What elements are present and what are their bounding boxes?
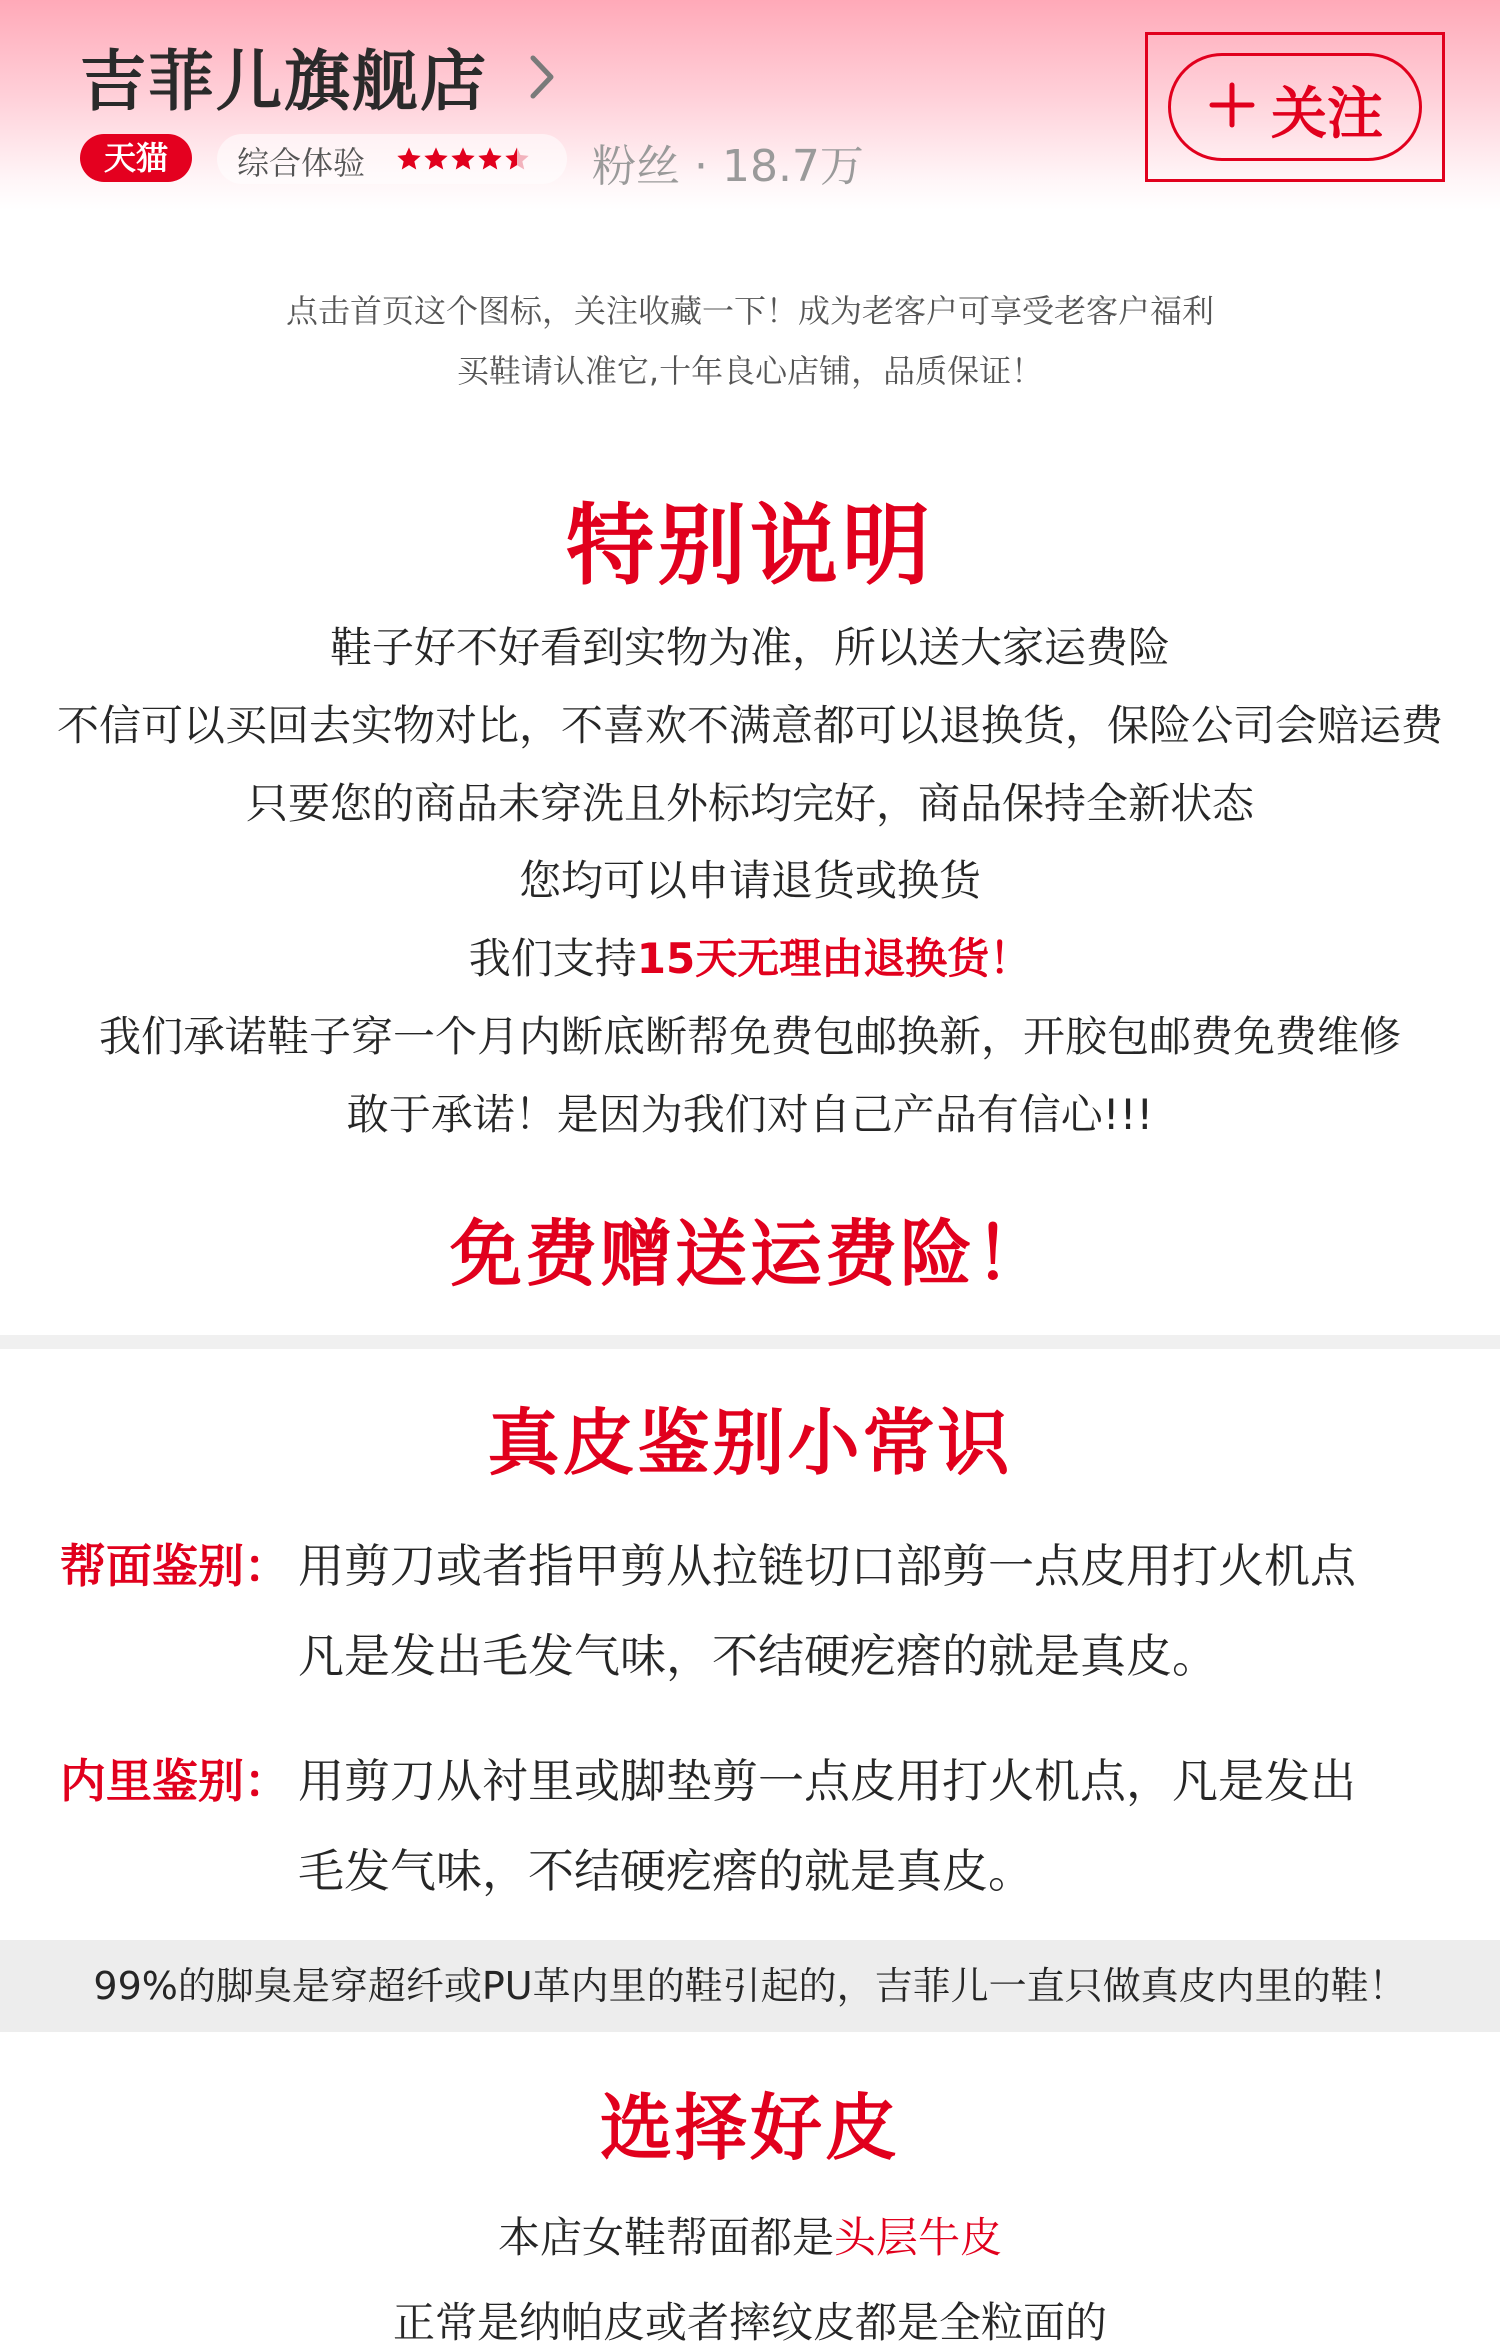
star-icon [449,145,477,173]
special-line-4: 您均可以申请退货或换货 [518,856,981,905]
special-line-1: 鞋子好不好看到实物为准，所以送大家运费险 [329,623,1170,672]
choose-title: 选择好皮 [599,2086,900,2170]
upper-id-line-1: 用剪刀或者指甲剪从拉链切口部剪一点皮用打火机点 [298,1539,1356,1593]
chevron-right-icon[interactable] [527,52,555,102]
return-policy-highlight: 15天无理由退换货！ [636,934,1032,983]
fans-count: 粉丝 · 18.7万 [592,141,864,192]
tmall-badge: 天猫 [80,134,192,182]
rating-label: 综合体验 [237,144,366,182]
special-line-2: 不信可以买回去实物对比，不喜欢不满意都可以退换货，保险公司会赔运费 [56,701,1443,750]
rating-stars [395,145,530,173]
leather-title: 真皮鉴别小常识 [487,1401,1013,1485]
upper-id-line-2: 凡是发出毛发气味，不结硬疙瘩的就是真皮。 [298,1629,1218,1683]
follow-button[interactable] [1168,53,1422,161]
plus-icon [1209,82,1255,128]
choose-line-1 [0,2205,1500,2265]
star-icon [422,145,450,173]
special-line-3: 只要您的商品未穿洗且外标均完好，商品保持全新状态 [245,779,1254,828]
foot-odor-notice: 99%的脚臭是穿超纤或PU革内里的鞋引起的，吉菲儿一直只做真皮内里的鞋！ [0,1940,1500,2032]
lining-id-label: 内里鉴别： [60,1754,290,1808]
half-star-icon [503,145,531,173]
store-name[interactable]: 吉菲儿旗舰店 [80,43,488,120]
lining-id-line-2: 毛发气味，不结硬疙瘩的就是真皮。 [298,1844,1034,1898]
section-divider [0,1335,1500,1349]
rating-pill[interactable] [217,134,567,184]
special-line-5-prefix: 我们支持 [468,934,637,983]
top-grain-highlight: 头层牛皮 [834,2213,1003,2262]
lining-id-line-1: 用剪刀从衬里或脚垫剪一点皮用打火机点，凡是发出 [298,1754,1356,1808]
choose-line-2: 正常是纳帕皮或者摔纹皮都是全粒面的 [392,2298,1107,2347]
intro-line-2: 买鞋请认准它,十年良心店铺，品质保证！ [456,352,1044,390]
intro-line-1: 点击首页这个图标，关注收藏一下！成为老客户可享受老客户福利 [285,292,1214,330]
store-header [0,0,1500,210]
follow-label: 关注 [1271,82,1383,147]
upper-id-label: 帮面鉴别： [60,1539,290,1593]
special-title: 特别说明 [565,494,934,597]
star-icon [476,145,504,173]
special-line-5 [0,926,1500,986]
choose-line-1-prefix: 本店女鞋帮面都是 [497,2213,834,2262]
special-line-7: 敢于承诺！是因为我们对自己产品有信心!!! [346,1090,1154,1139]
star-icon [395,145,423,173]
free-insurance-heading: 免费赠送运费险！ [449,1212,1050,1296]
special-line-6: 我们承诺鞋子穿一个月内断底断帮免费包邮换新，开胶包邮费免费维修 [98,1012,1401,1061]
